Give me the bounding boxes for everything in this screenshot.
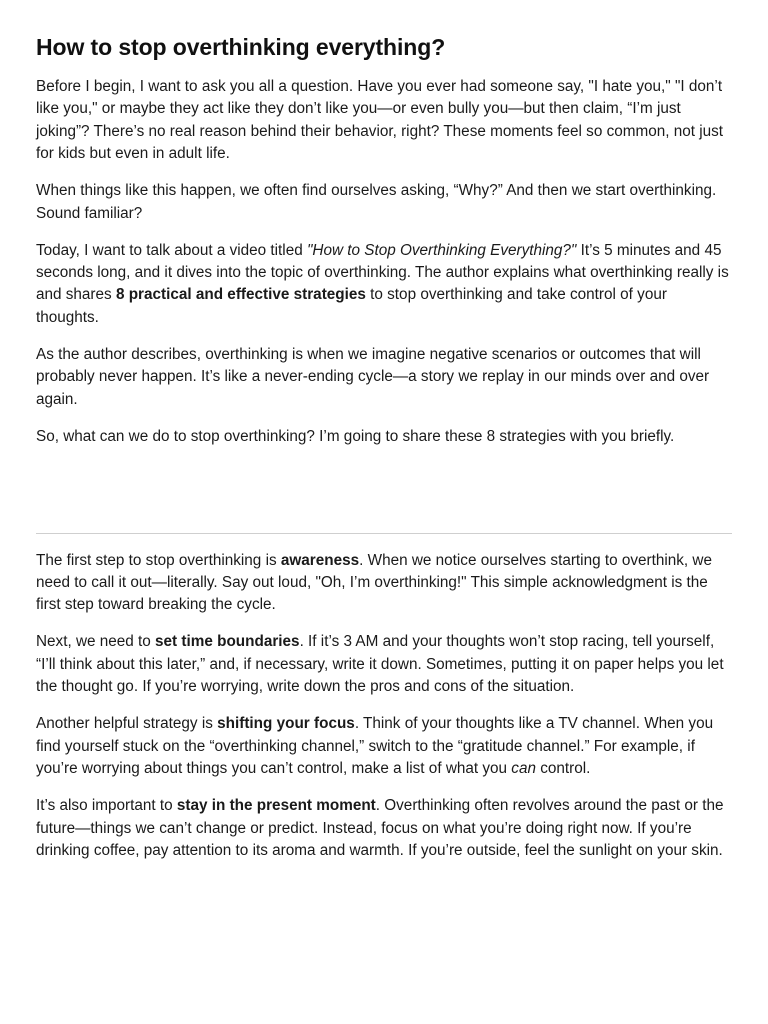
strategy-3-keyword: shifting your focus — [217, 715, 355, 733]
intro-paragraph-3 — [36, 240, 732, 330]
strategy-paragraph-shift-focus — [36, 713, 732, 780]
strategy-paragraph-awareness — [36, 550, 732, 617]
intro-paragraph-5: So, what can we do to stop overthinking? I’m going to share these 8 strategies with you briefly. — [36, 427, 675, 445]
strategy-1-text-a: The first step to stop overthinking is — [36, 551, 281, 569]
strategy-2-text-a: Next, we need to — [36, 633, 156, 651]
video-title: "How to Stop Overthinking Everything?" — [306, 241, 577, 259]
strategy-2-keyword: set time boundaries — [155, 633, 300, 651]
strategy-paragraph-time-boundaries — [36, 631, 732, 698]
strategy-4-text-a: It’s also important to — [36, 797, 177, 815]
section-spacer — [36, 463, 732, 533]
strategy-1-text-b: . When we notice ourselves starting to overthink, we need to call it out—literally. Say out loud, "Oh, I’m overthinking!" This simple acknowledgment is the first step toward breaking the cycle. — [36, 551, 712, 614]
article-title: How to stop overthinking everything? — [36, 34, 446, 60]
strategy-3-text-b: . Think of your thoughts like a TV channel. When you find yourself stuck on the “overthinking channel,” switch to the “gratitude channel.” For example, if you’re worrying about things you can’t control, make a list of what you — [36, 715, 714, 778]
intro-paragraph-3-text-a: Today, I want to talk about a video titled — [36, 241, 307, 259]
strategy-3-text-a: Another helpful strategy is — [36, 715, 218, 733]
strategy-3-text-c: control. — [535, 760, 591, 778]
section-divider — [36, 533, 732, 534]
intro-paragraph-3-text-b: It’s 5 minutes and 45 seconds long, and it dives into the topic of overthinking. The author explains what overthinking really is and shares — [36, 241, 729, 304]
intro-paragraph-2: When things like this happen, we often find ourselves asking, “Why?” And then we start overthinking. Sound familiar? — [36, 182, 717, 222]
strategy-1-keyword: awareness — [280, 551, 360, 569]
strategy-3-emphasis: can — [511, 760, 536, 778]
strategies-count-emphasis: 8 practical and effective strategies — [115, 286, 366, 304]
intro-paragraph-1: Before I begin, I want to ask you all a question. Have you ever had someone say, "I hate you," "I don’t like you," or maybe they act like they don’t like you—or even bully you—but then claim, “I’m just joking”? There’s no real reason behind their behavior, right? These moments feel so common, not just for kids but even in adult life. — [36, 78, 724, 163]
strategy-4-text-b: . Overthinking often revolves around the past or the future—things we can’t change or predict. Instead, focus on what you’re doing right now. If you’re drinking coffee, pay attention to its aroma and warmth. If you’re outside, feel the sunlight on your skin. — [36, 797, 724, 859]
intro-paragraph-4: As the author describes, overthinking is when we imagine negative scenarios or outcomes that will probably never happen. It’s like a never-ending cycle—a story we replay in our minds over and over again. — [36, 345, 710, 408]
strategy-paragraph-present-moment — [36, 795, 732, 862]
intro-paragraph-3-text-c: to stop overthinking and take control of your thoughts. — [36, 286, 667, 326]
strategy-4-keyword: stay in the present moment — [176, 797, 376, 815]
strategy-2-text-b: . If it’s 3 AM and your thoughts won’t stop racing, tell yourself, “I’ll think about this later,” and, if necessary, write it down. Sometimes, putting it on paper helps you let the thought go. If you’re worrying, write down the pros and cons of the situation. — [36, 633, 724, 696]
